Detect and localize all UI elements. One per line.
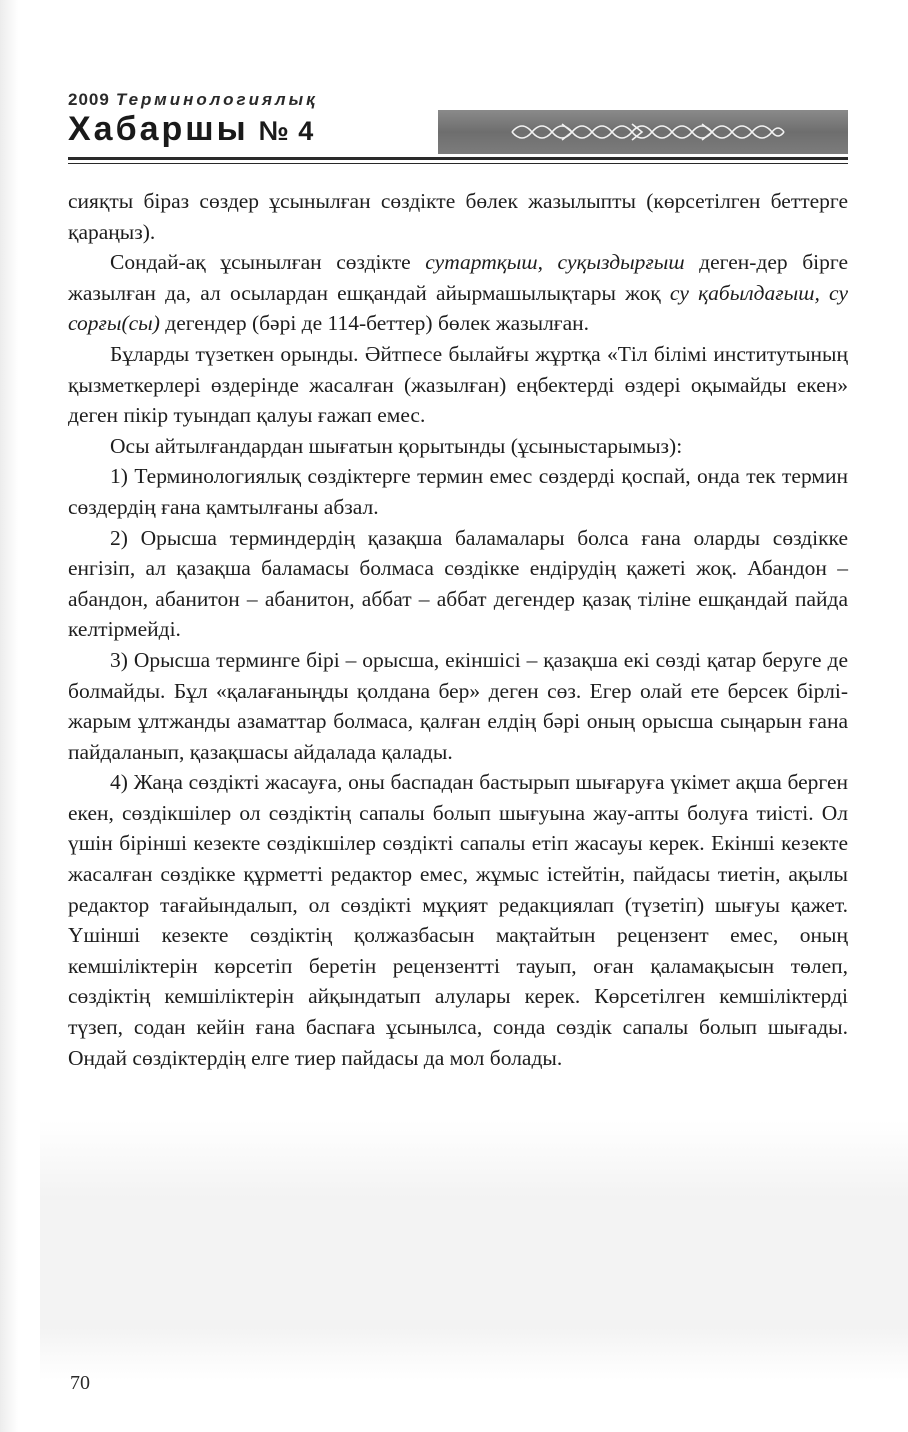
ornament-band	[438, 110, 848, 154]
issue-number: № 4	[258, 116, 315, 146]
header-year-line	[68, 90, 318, 110]
header-rule-thick	[68, 157, 848, 160]
paragraph	[68, 431, 848, 462]
text-run: 2) Орысша терминдердің қазақша баламалары болса ғана оларды сөздікке енгізіп, ал қазақша баламасы болмаса сөздікке ендірудің қажеті жоқ. Абандон – абандон, абанитон – абанитон, аббат – аббат дегендер қазақ тіліне ешқандай пайда келтірмейді.	[68, 525, 848, 642]
page-number: 70	[70, 1372, 90, 1394]
text-run: 3) Орысша терминге бірі – орысша, екіншісі – қазақша екі сөзді қатар беруге де болмайды. Бұл «қалағаныңды қолдана бер» деген сөз. Егер олай ете берсек бірлі-жарым ұлтжанды азаматтар болмаса, қалған елдің бәрі оның орысша сыңарын ғана пайдаланып, қазақшасы айдалада қалады.	[68, 647, 848, 764]
continued-paragraph	[68, 186, 848, 247]
paragraph	[68, 339, 848, 431]
text-run: сияқты біраз сөздер ұсынылған сөздікте бөлек жазылыпты (көрсетілген беттерге қараңыз).	[68, 189, 848, 244]
journal-name: Хабаршы	[68, 110, 249, 148]
italic-term: су қабылдағыш, су сорғы(сы)	[68, 280, 848, 336]
paragraph	[68, 645, 848, 767]
text-run: 1) Терминологиялық сөздіктерге термин емес сөздерді қоспай, онда тек термин сөздердің ғана қамтылғаны абзал.	[68, 464, 848, 519]
text-run: 4) Жаңа сөздікті жасауға, оны баспадан бастырып шығаруға үкімет ақша берген екен, сөздікшілер ол сөздіктің сапалы болып шығуына жау-апты болуға тиісті. Ол үшін бірінші кезекте сөздікшілер сөздікті сапалы етіп жасауы керек. Екінші кезекте жасалған сөздікке құрметті редактор емес, жұмыс істейтін, пайдасы тиетін, ақылы редактор тағайындалып, ол сөздікті мұқият редакциялап (түзетіп) шығуы қажет. Үшінші кезекте сөздіктің қолжазбасын мақтайтын рецензент емес, оның кемшіліктерін көрсетіп беретін рецензентті тауып, оған қаламақысын төлеп, сөздіктің кемшіліктерін айқындатып алулары керек. Көрсетілген кемшіліктерді түзеп, содан кейін ғана баспаға ұсынылса, сонда сөздік сапалы болып шығады. Ондай сөздіктердің елге тиер пайдасы да мол болады.	[68, 770, 848, 1070]
header-rule-thin	[68, 163, 848, 164]
article-body	[68, 186, 848, 1073]
page-edge-shadow	[0, 0, 18, 1432]
text-run: деген-дер бірге жазылған да, ал осылардан ешқандай айырмашылықтары жоқ	[68, 250, 848, 305]
paragraph	[68, 523, 848, 645]
text-run: Сондай-ақ ұсынылған сөздікте	[110, 250, 426, 275]
text-run: дегендер (бәрі де 114-беттер) бөлек жазылған.	[159, 311, 590, 336]
ornament-pattern-icon	[508, 114, 788, 150]
text-run: Бұларды түзеткен орынды. Әйтпесе былайғы жұртқа «Тіл білімі институтының қызметкерлері өздерінде жасалған (жазылған) еңбектерді өздері оқымайды екен» деген пікір туындап қалуы ғажап емес.	[68, 341, 848, 428]
paragraph	[68, 767, 848, 1073]
journal-title	[68, 110, 314, 149]
text-run: Осы айтылғандардан шығатын қорытынды (ұсыныстарымыз):	[110, 433, 683, 458]
paragraph	[68, 461, 848, 522]
italic-term: сутартқыш, суқыздырғыш	[425, 250, 685, 275]
running-header	[68, 90, 848, 170]
scan-tint	[40, 1120, 908, 1380]
header-subtitle: Терминологиялық	[115, 90, 318, 109]
header-year: 2009	[68, 90, 110, 109]
paragraph	[68, 247, 848, 339]
